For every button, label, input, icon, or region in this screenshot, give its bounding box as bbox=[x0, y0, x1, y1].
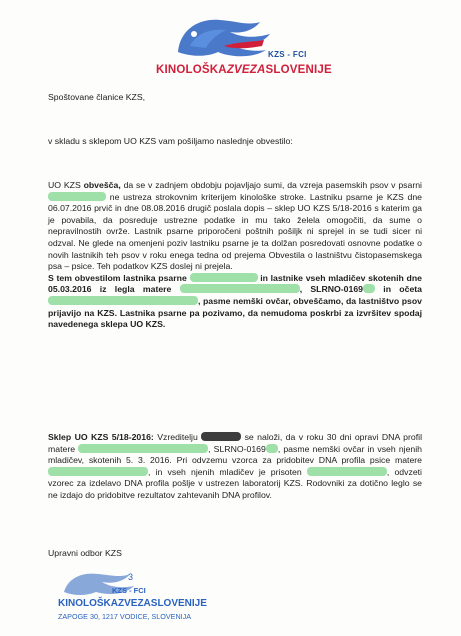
dog-logo-icon bbox=[170, 12, 280, 62]
logo-org-code: KZS - FCI bbox=[268, 50, 307, 59]
logo-org-name: KINOLOŠKAZVEZASLOVENIJE bbox=[156, 64, 332, 76]
redacted-dam-number bbox=[363, 284, 375, 293]
kzs-logo bbox=[150, 12, 330, 82]
redacted-dam-2 bbox=[78, 444, 208, 453]
intro-line: v skladu s sklepom UO KZS vam pošiljamo naslednje obvestilo: bbox=[48, 136, 293, 146]
redacted-dam-3 bbox=[48, 467, 148, 476]
redacted-kennel bbox=[48, 192, 106, 201]
signature: Upravni odbor KZS bbox=[48, 548, 122, 558]
redacted-sire bbox=[48, 296, 198, 305]
stamp-address: ZAPOGE 30, 1217 VODICE, SLOVENIJA bbox=[58, 612, 192, 621]
redacted-breeder bbox=[201, 432, 241, 441]
redacted-owner bbox=[190, 273, 258, 282]
redacted-witness bbox=[307, 467, 387, 476]
paragraph-notice: UO KZS obvešča, da se v zadnjem obdobju pojavljajo sumi, da vzreja pasemskih psov v psarni ne ustreza strokovnim kriterijem kinološke stroke. Lastniku psarne je KZS dne 06.07.2016 prvič in dne 08.08.2016 drugič poslala dopis – sklep UO KZS 5/18-2016 s katerim ga je povabila, da posreduje ustrezne podatke in mu tako želela omogočiti, da sume o nepravilnostih ovrže. Lastnik psarne priporočeni poštnih pošiljk ni sprejel in se tudi sicer ni odzval. Ne glede na omenjeni poziv lastniku psarne je ta dolžan posredovati osnovne podatke o novih lastnikih teh psov v roku enega tedna od prejema Obvestila o lastništvu čistopasemskega psa – psice. Teh podatkov KZS doslej ni prejela. S tem obvestilom lastnika psarne in lastnike vseh mladičev skotenih dne 05.03.2016 iz legla matere , SLRNO-0169 in očeta , pasme nemški ovčar, obveščamo, da lastništvo psov prijavijo na KZS. Lastnika psarne pa pozivamo, da nemudoma poskrbi za izvršitev spodaj navedenega sklepa UO KZS. bbox=[48, 180, 423, 330]
greeting: Spoštovane članice KZS, bbox=[48, 92, 146, 102]
stamp-number: 3 bbox=[128, 572, 134, 582]
paragraph-decision: Sklep UO KZS 5/18-2016: Vzreditelju se naloži, da v roku 30 dni opravi DNA profil matere , SLRNO-0169 , pasme nemški ovčar in vseh njenih mladičev, skotenih 5. 3. 2016. Pri odvzemu vzorca za pridobitev DNA profila psice matere , in vseh njenih mladičev je prisoten , odvzeti vzorec za izdelavo DNA profila pošlje v ustrezen laboratorij KZS. Rodovniki za dotično leglo se ne izdajo do pridobitve rezultatov zahtevanih DNA profilov. bbox=[48, 432, 423, 500]
redacted-dam bbox=[180, 284, 300, 293]
stamp-org-name: KINOLOŠKAZVEZASLOVENIJE bbox=[58, 598, 207, 609]
redacted-dam-number-2 bbox=[266, 444, 278, 453]
stamp-org-code: KZS - FCI bbox=[112, 586, 146, 595]
